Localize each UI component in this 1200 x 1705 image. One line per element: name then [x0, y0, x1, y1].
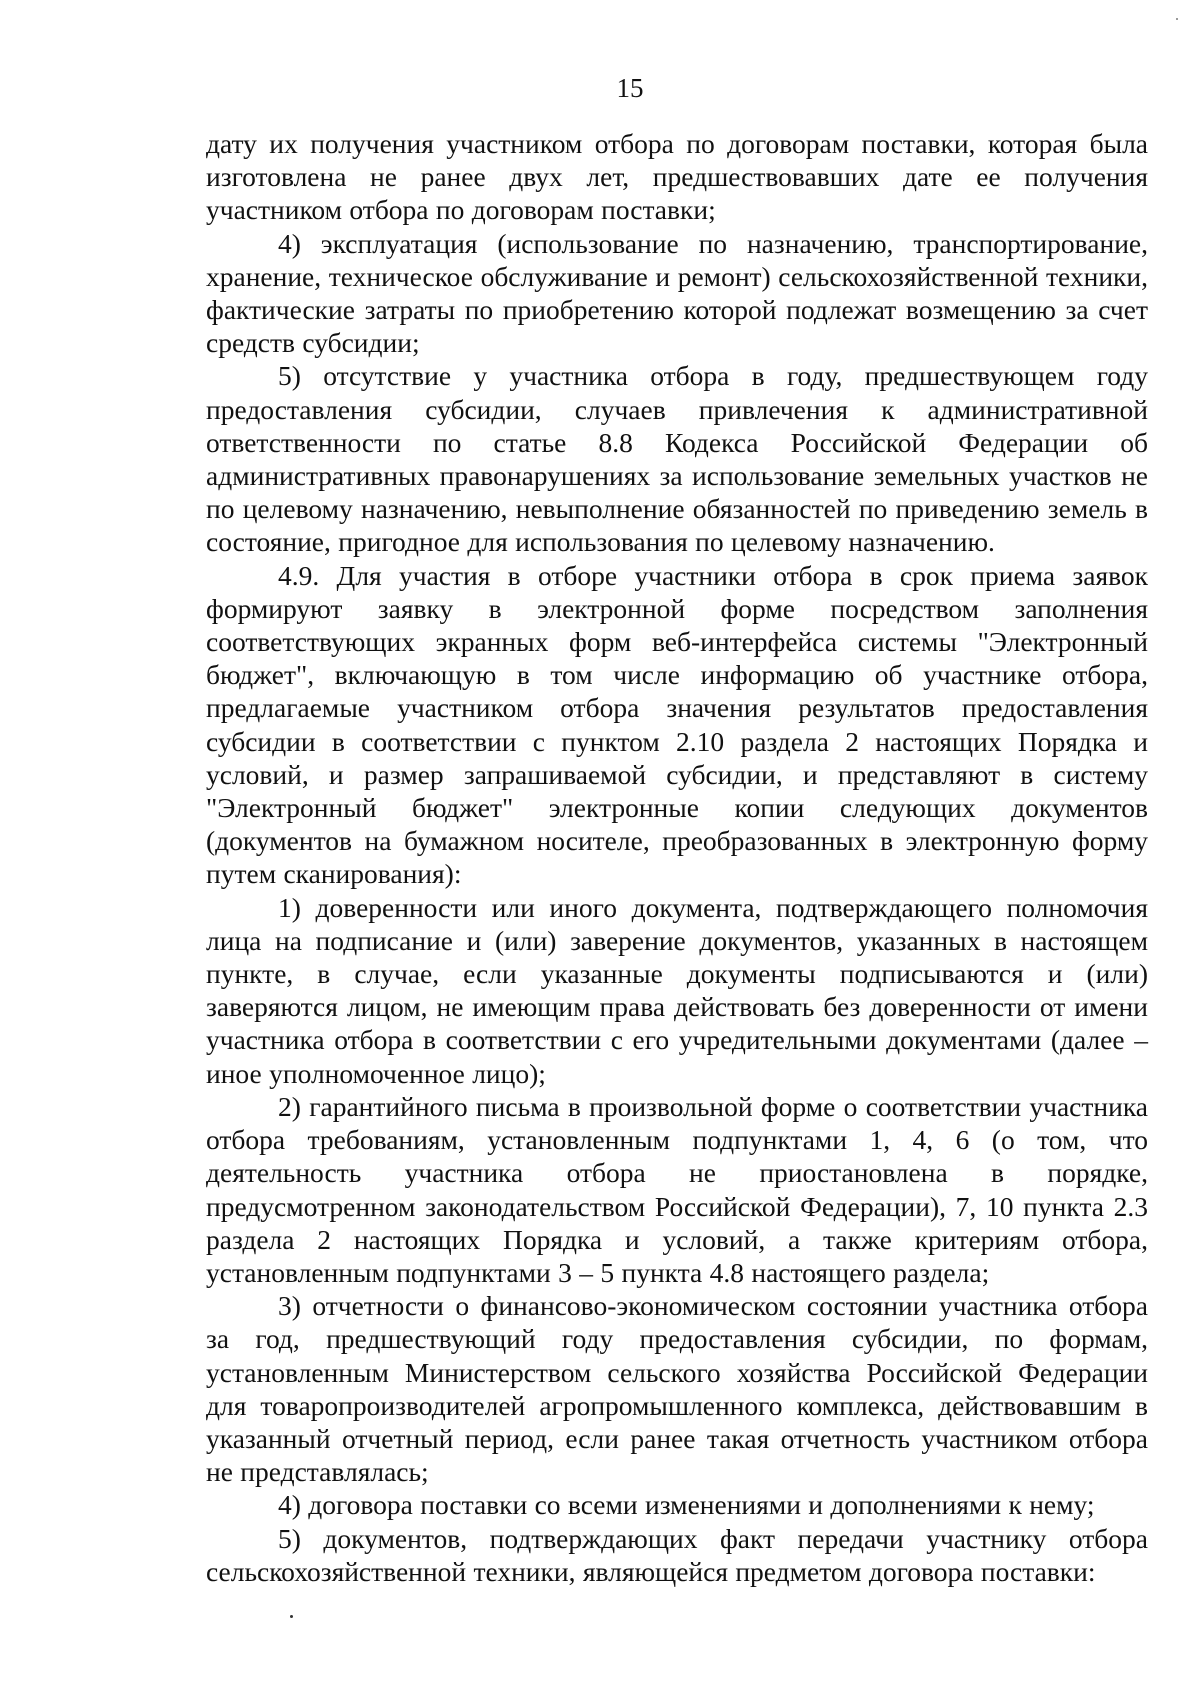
document-body	[206, 127, 1148, 1588]
paragraph-doc-item-4: 4) договора поставки со всеми изменениями и дополнениями к нему;	[278, 1489, 1095, 1521]
paragraph-item-4: 4) эксплуатация (использование по назначению, транспортирование, хранение, техническое обслуживание и ремонт) сельскохозяйственной техники, фактические затраты по приобретению которой подлежат возмещению за счет средств субсидии;	[206, 227, 1148, 359]
paragraph-doc-item-1: 1) доверенности или иного документа, подтверждающего полномочия лица на подписание и (или) заверение документов, указанных в настоящем пункте, в случае, если указанные документы подписываются и (или) заверяются лицом, не имеющим права действовать без доверенности от имени участника отбора в соответствии с его учредительными документами (далее – иное уполномоченное лицо);	[206, 891, 1148, 1089]
paragraph-doc-item-2: 2) гарантийного письма в произвольной форме о соответствии участника отбора требованиям, установленным подпунктами 1, 4, 6 (о том, что деятельность участника отбора не приостановлена в порядке, предусмотренном законодательством Российской Федерации), 7, 10 пункта 2.3 раздела 2 настоящих Порядка и условий, а также критериям отбора, установленным подпунктами 3 – 5 пункта 4.8 настоящего раздела;	[206, 1090, 1148, 1288]
paragraph-item-5: 5) отсутствие у участника отбора в году, предшествующем году предоставления субсидии, случаев привлечения к административной ответственности по статье 8.8 Кодекса Российской Федерации об административных правонарушениях за использование земельных участков не по целевому назначению, невыполнение обязанностей по приведению земель в состояние, пригодное для использования по целевому назначению.	[206, 360, 1148, 558]
paragraph-doc-item-5: 5) документов, подтверждающих факт передачи участнику отбора сельскохозяйственной техники, являющейся предметом договора поставки:	[206, 1522, 1148, 1587]
scan-speck	[1176, 18, 1178, 20]
scan-dot	[290, 1615, 293, 1618]
page-number: 15	[616, 73, 644, 103]
paragraph-continuation: дату их получения участником отбора по договорам поставки, которая была изготовлена не ранее двух лет, предшествовавших дате ее получения участником отбора по договорам поставки;	[206, 128, 1148, 226]
paragraph-doc-item-3: 3) отчетности о финансово-экономическом состоянии участника отбора за год, предшествующий году предоставления субсидии, по формам, установленным Министерством сельского хозяйства Российской Федерации для товаропроизводителей агропромышленного комплекса, действовавшим в указанный отчетный период, если ранее такая отчетность участником отбора не представлялась;	[206, 1290, 1148, 1488]
paragraph-section-4-9: 4.9. Для участия в отборе участники отбора в срок приема заявок формируют заявку в электронной форме посредством заполнения соответствующих экранных форм веб-интерфейса системы "Электронный бюджет", включающую в том числе информацию об участнике отбора, предлагаемые участником отбора значения результатов предоставления субсидии в соответствии с пунктом 2.10 раздела 2 настоящих Порядка и условий, и размер запрашиваемой субсидии, и представляют в систему "Электронный бюджет" электронные копии следующих документов (документов на бумажном носителе, преобразованных в электронную форму путем сканирования):	[206, 559, 1148, 890]
